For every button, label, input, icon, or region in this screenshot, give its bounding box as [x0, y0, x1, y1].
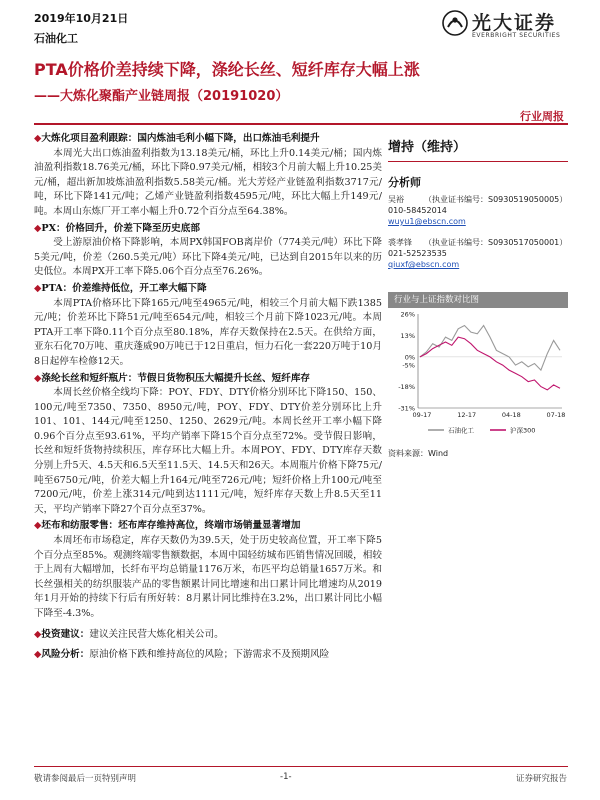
section-body: 受上游原油价格下降影响，本周PX韩国FOB离岸价（774美元/吨）环比下降5美元/吨，价差（260.5美元/吨）环比下降4美元/吨，已达到自2015年以来的历史低位。本周PX开工率下降5.06个百分点至76.26%。 [34, 237, 382, 278]
x-tick-label: 09-17 [412, 411, 432, 419]
section-heading [34, 628, 382, 643]
industry-label: 石油化工 [34, 32, 78, 45]
section-heading-text: 投资建议： [41, 628, 90, 640]
bullet-icon: ◆ [34, 372, 42, 384]
section-body: 本周光大出口炼油盈利指数为13.18美元/桶，环比上升0.14美元/桶；国内炼油盈利指数18.76美元/桶，环比下降0.97美元/桶，相较3个月前大幅上升10.25美元/桶，超出新加坡炼油盈利指数5.58美元/桶。光大芳烃产业链盈利指数3717元/吨，环比下降141元/吨；乙烯产业链盈利指数4595元/吨，环比大幅上升149元/吨。本周山东炼厂开工率小幅上升0.72个百分点至64.38%。 [34, 147, 382, 217]
report-subtitle: ——大炼化聚酯产业链周报（20191020） [34, 89, 289, 104]
section-refining [34, 132, 382, 220]
rating-label: 增持（维持） [388, 140, 467, 155]
section-heading-text: 大炼化项目盈利跟踪：国内炼油毛利小幅下降，出口炼油毛利提升 [41, 133, 320, 144]
bullet-icon: ◆ [34, 133, 42, 144]
section-body: 本周长丝价格全线均下降：POY、FDY、DTY价格分别环比下降150、150、100元/吨至7350、7350、8950元/吨，POY、FDY、DTY价差分别环比上升101、101、144元/吨至1250、1250、2629元/吨。本周长丝开工率小幅下降0.96个百分点至93.61%，平均产销率下降15个百分点至72%。受节假日影响，长丝和短纤货物持续积压，库存环比大幅上升。本周POY、FDY、DTY库存天数分别上升5天、4.5天和6.5天至11.5天、14.5天和26天。本周瓶片价格下降75元/吨至6750元/吨，价差大幅上升164元/吨至726元/吨；短纤价格上升100元/吨至7200元/吨，价差上涨314元/吨到达1111元/吨，短纤库存天数上升8.5天至11天，平均产销率下降27个百分点至37%。 [34, 387, 382, 515]
analyst-heading: 分析师 [388, 176, 421, 189]
analyst-card [388, 194, 568, 227]
section-body: 建议关注民营大炼化相关公司。 [89, 628, 224, 640]
section-heading [34, 648, 382, 663]
y-tick-label: 13% [400, 331, 415, 340]
x-tick-label: 04-18 [501, 411, 521, 419]
section-heading-text: PTA：价差维持低位，开工率大幅下降 [41, 282, 207, 294]
comparison-chart [388, 308, 568, 448]
y-tick-label: -5% [402, 361, 415, 370]
section-body: 本周坯布市场稳定，库存天数仍为39.5天，处于历史较高位置，开工率下降5个百分点至85%。观测终端零售额数据，本周中国轻纺城布匹销售情况回暖，相较于上周有大幅增加，长纤布平均总销量1176万米，布匹平均总销量1657万米。和长丝强相关的纺织服装产品的零售额累计同比增速和出口累计同比增速均从2019年1月开始的持续下行后有所好转：8月累计同比维持在3.2%，出口累计同比小幅下降至-4.3%。 [34, 535, 382, 619]
company-logo [440, 8, 570, 44]
analyst-name: 裘孝锋 [388, 238, 412, 247]
sidebar [388, 132, 568, 459]
footer-report-label: 证券研究报告 [516, 774, 568, 784]
main-content [34, 132, 382, 665]
section-heading-text: PX：价格回升，价差下降至历史底部 [41, 222, 200, 234]
header-divider [34, 123, 568, 125]
analyst-email-link[interactable]: qiuxf@ebscn.com [388, 260, 460, 269]
chart-title: 行业与上证指数对比图 [388, 292, 568, 308]
analyst-email-link[interactable]: wuyu1@ebscn.com [388, 217, 466, 226]
bullet-icon: ◆ [34, 649, 42, 661]
y-tick-label: -18% [398, 383, 415, 392]
section-heading [34, 282, 382, 297]
legend-label: 石油化工 [448, 426, 474, 435]
analyst-cert: （执业证书编号：S0930517050001） [424, 238, 568, 247]
section-heading [34, 132, 382, 147]
chart-source: 资料来源：Wind [388, 449, 449, 458]
section-pta [34, 282, 382, 370]
y-tick-label: 26% [400, 310, 415, 319]
y-tick-label: -31% [398, 404, 415, 413]
section-polyester [34, 372, 382, 518]
bullet-icon: ◆ [34, 520, 42, 532]
bullet-icon: ◆ [34, 282, 42, 294]
report-type-label: 行业周报 [520, 110, 564, 123]
analyst-phone: 010-58452014 [388, 206, 447, 215]
footer-divider [34, 766, 568, 767]
sidebar-divider [388, 161, 568, 162]
section-heading [34, 222, 382, 237]
legend-label: 沪深300 [510, 426, 536, 435]
section-heading [34, 519, 382, 534]
report-title: PTA价格价差持续下降，涤纶长丝、短纤库存大幅上涨 [34, 60, 420, 79]
section-investment-advice [34, 628, 382, 643]
x-tick-label: 07-18 [546, 411, 566, 419]
section-risk-analysis [34, 648, 382, 663]
report-date: 2019年10月21日 [34, 12, 129, 25]
section-fabric-retail [34, 519, 382, 621]
everbright-logo-icon [442, 10, 468, 36]
footer-disclaimer: 敬请参阅最后一页特别声明 [34, 774, 137, 784]
analyst-name: 吴裕 [388, 195, 404, 204]
series-line-0 [420, 326, 560, 371]
x-tick-label: 12-17 [457, 411, 477, 419]
section-heading-text: 风险分析： [41, 649, 90, 661]
bullet-icon: ◆ [34, 628, 42, 640]
analyst-cert: （执业证书编号：S0930519050005） [424, 195, 568, 204]
logo-text-cn: 光大证券 [472, 12, 557, 34]
analyst-phone: 021-52523535 [388, 249, 447, 258]
logo-text-en: EVERBRIGHT SECURITIES [472, 32, 561, 39]
section-body: 本周PTA价格环比下降165元/吨至4965元/吨，相较三个月前大幅下跌1385元/吨；价差环比下降51元/吨至654元/吨，相较三个月前下降1023元/吨。本周PTA开工率下降0.11个百分点至80.18%，库存天数保持在2.5天。在供给方面，亚东石化70万吨、重庆蓬威90万吨已于12日重启，恒力石化一套220万吨于10月8日起停车检修12天。 [34, 297, 382, 367]
y-tick-label: 0% [404, 353, 415, 362]
section-px [34, 222, 382, 280]
section-heading-text: 涤纶长丝和短纤瓶片：节假日货物积压大幅提升长丝、短纤库存 [41, 372, 311, 384]
section-body: 原油价格下跌和维持高位的风险；下游需求不及预期风险 [89, 649, 330, 661]
section-heading [34, 372, 382, 387]
section-heading-text: 坯布和纺服零售：坯布库存维持高位，终端市场销量显著增加 [41, 520, 301, 532]
page-number: -1- [280, 772, 292, 782]
analyst-card [388, 237, 568, 270]
bullet-icon: ◆ [34, 222, 42, 234]
